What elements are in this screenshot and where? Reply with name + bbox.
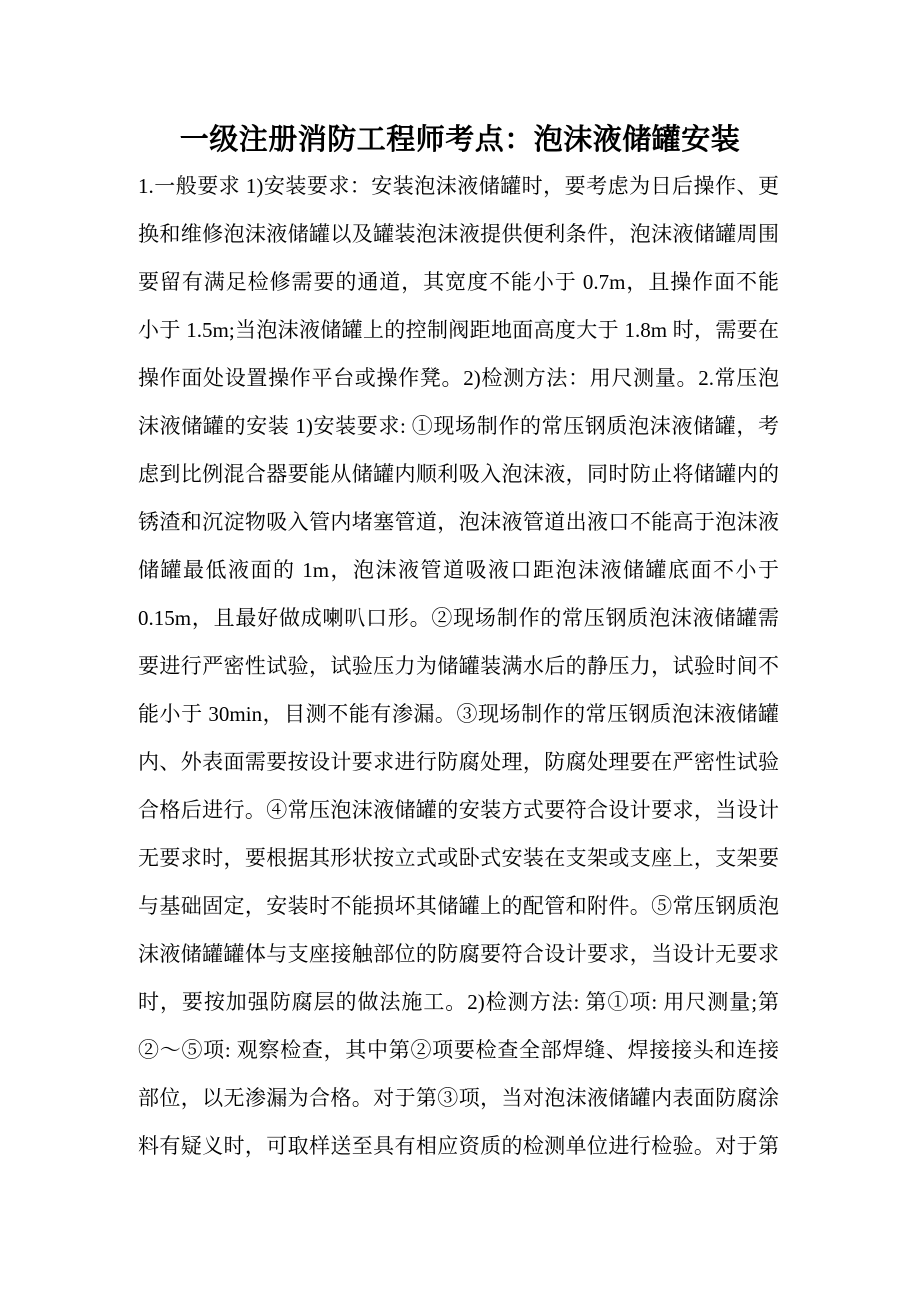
text-line: 1.一般要求 1)安装要求：安装泡沫液储罐时，要考虑为日后操作、更 [138,174,779,198]
text-line: 换和维修泡沫液储罐以及罐装泡沫液提供便利条件，泡沫液储罐周围 [138,222,779,246]
text-line: 储罐最低液面的 1m，泡沫液管道吸液口距泡沫液储罐底面不小于 [138,558,779,582]
text-line: 部位，以无渗漏为合格。对于第③项，当对泡沫液储罐内表面防腐涂 [138,1086,779,1110]
text-line: ②～⑤项: 观察检查，其中第②项要检查全部焊缝、焊接接头和连接 [138,1038,779,1062]
text-line: 能小于 30min，目测不能有渗漏。③现场制作的常压钢质泡沫液储罐 [138,702,779,726]
document-body [0,162,920,1170]
text-line: 操作面处设置操作平台或操作凳。2)检测方法：用尺测量。2.常压泡 [138,366,779,390]
text-line: 要进行严密性试验，试验压力为储罐装满水后的静压力，试验时间不 [138,654,779,678]
text-line: 沫液储罐的安装 1)安装要求: ①现场制作的常压钢质泡沫液储罐，考 [138,414,779,438]
text-line: 与基础固定，安装时不能损坏其储罐上的配管和附件。⑤常压钢质泡 [138,894,779,918]
text-line: 内、外表面需要按设计要求进行防腐处理，防腐处理要在严密性试验 [138,750,779,774]
text-line: 料有疑义时，可取样送至具有相应资质的检测单位进行检验。对于第 [138,1134,779,1158]
text-line: 小于 1.5m;当泡沫液储罐上的控制阀距地面高度大于 1.8m 时，需要在 [138,318,779,342]
text-line: 0.15m，且最好做成喇叭口形。②现场制作的常压钢质泡沫液储罐需 [138,606,779,630]
text-line: 无要求时，要根据其形状按立式或卧式安装在支架或支座上，支架要 [138,846,779,870]
text-line: 锈渣和沉淀物吸入管内堵塞管道，泡沫液管道出液口不能高于泡沫液 [138,510,779,534]
text-line: 合格后进行。④常压泡沫液储罐的安装方式要符合设计要求，当设计 [138,798,779,822]
page-title: 一级注册消防工程师考点：泡沫液储罐安装 [179,124,741,156]
text-line: 沫液储罐罐体与支座接触部位的防腐要符合设计要求，当设计无要求 [138,942,779,966]
text-line: 虑到比例混合器要能从储罐内顺利吸入泡沫液，同时防止将储罐内的 [138,462,779,486]
text-line: 时，要按加强防腐层的做法施工。2)检测方法: 第①项: 用尺测量;第 [138,990,779,1014]
text-line: 要留有满足检修需要的通道，其宽度不能小于 0.7m，且操作面不能 [138,270,779,294]
